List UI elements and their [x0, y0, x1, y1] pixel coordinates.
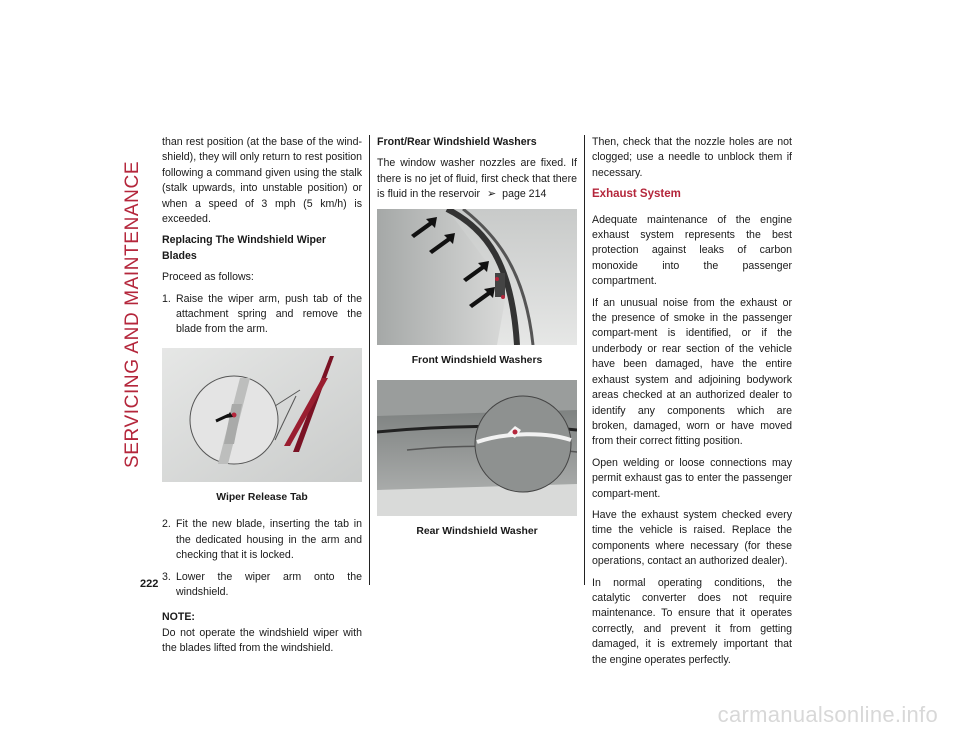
column-3 [592, 135, 792, 674]
figure-caption-front-washers: Front Windshield Washers [411, 354, 543, 366]
arrow-right-icon: ➢ [487, 188, 497, 201]
step-1 [162, 292, 362, 338]
step-2 [162, 517, 362, 563]
note-text: Do not operate the windshield wiper with the blades lifted from the windshield. [162, 626, 362, 655]
paragraph-continued: than rest position (at the base of the wind-shield), they will only return to rest position following a command given using the stalk (stalk upwards, into unstable position) or when a speed of 3 mph (5 km/h) is exceeded. [162, 136, 362, 226]
step-text: Raise the wiper arm, push tab of the attachment spring and remove the blade from the arm. [176, 292, 362, 336]
column-2 [377, 135, 577, 551]
column-1 [162, 135, 362, 663]
paragraph-nozzle-check: Then, check that the nozzle holes are not clogged; use a needle to unblock them if necessary. [592, 136, 792, 179]
front-washers-figure [377, 209, 577, 345]
step-3 [162, 570, 362, 601]
page-reference-link[interactable]: page 214 [502, 188, 547, 201]
heading-exhaust-system: Exhaust System [592, 188, 681, 201]
paragraph-exhaust-3: Open welding or loose connections may permit exhaust gas to enter the passenger compart-ment. [592, 456, 792, 500]
rear-washer-figure [377, 380, 577, 516]
step-number: 3. [162, 570, 171, 583]
heading-washers: Front/Rear Windshield Washers [377, 136, 537, 148]
paragraph-exhaust-5: In normal operating conditions, the catalytic converter does not require maintenance. To ensure that it operates correctly, and prevent it from getting damaged, it is extremely important that the engine operates perfectly. [592, 576, 792, 666]
section-title-vertical: SERVICING AND MAINTENANCE [122, 160, 143, 468]
paragraph-washers-text: The window washer nozzles are fixed. If there is no jet of fluid, first check that there is fluid in the reservoir [377, 157, 577, 201]
column-divider-right [584, 135, 585, 585]
page-number: 222 [140, 578, 159, 590]
figure-caption-rear-washer: Rear Windshield Washer [416, 526, 538, 538]
paragraph-exhaust-2: If an unusual noise from the exhaust or the presence of smoke in the passenger compart-ment is identified, or if the underbody or rear section of the vehicle have been damaged, have the entire exhaust system and adjoining bodywork areas checked at an authorized dealer to identify any components which are broken, damaged, worn or have moved from their correct fitting position. [592, 296, 792, 448]
paragraph-exhaust-4: Have the exhaust system checked every time the vehicle is raised. Replace the components where necessary (for these operations, contact an authorized dealer). [592, 508, 792, 568]
paragraph-intro: Proceed as follows: [162, 271, 254, 284]
step-text: Lower the wiper arm onto the windshield. [176, 570, 362, 598]
note-label: NOTE: [162, 611, 195, 624]
step-number: 1. [162, 292, 171, 305]
figure-caption-wiper: Wiper Release Tab [216, 491, 308, 503]
wiper-release-tab-figure [162, 348, 362, 482]
step-text: Fit the new blade, inserting the tab in the dedicated housing in the arm and checking that it is locked. [176, 518, 362, 562]
heading-replacing-wiper-blades: Replacing The Windshield Wiper Blades [162, 234, 327, 262]
watermark: carmanualsonline.info [717, 702, 938, 727]
column-divider-left [369, 135, 370, 585]
paragraph-washers [377, 156, 577, 202]
paragraph-exhaust-1: Adequate maintenance of the engine exhaust system represents the best protection against leaks of carbon monoxide into the passenger compartment. [592, 213, 792, 288]
step-number: 2. [162, 518, 171, 531]
